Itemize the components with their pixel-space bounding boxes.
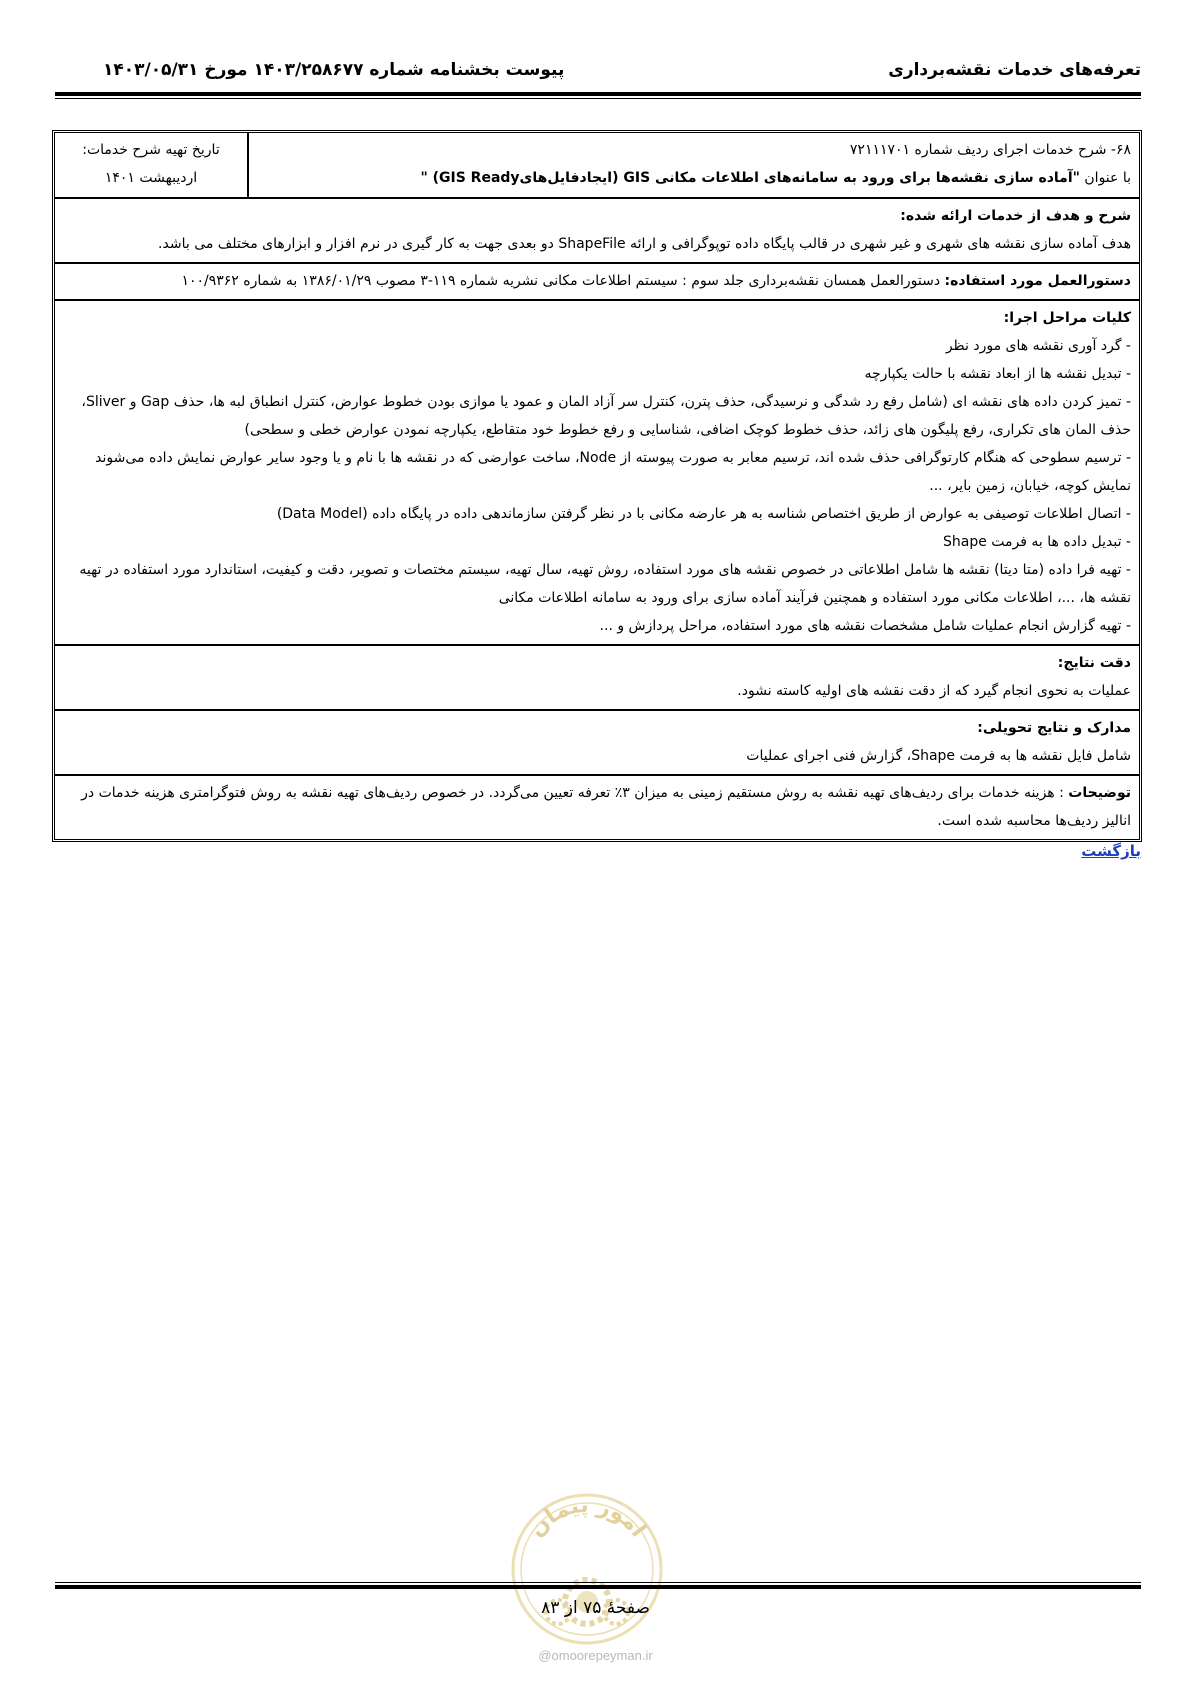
accuracy-section [55, 646, 1139, 711]
page-number: صفحهٔ ۷۵ از ۸۳ [541, 1598, 650, 1618]
notes-section [55, 776, 1139, 839]
site-watermark: @omoorepeyman.ir [538, 1648, 653, 1663]
step-item: - تبدیل داده ها به فرمت Shape [943, 534, 1131, 550]
service-table [52, 130, 1142, 842]
goal-text: هدف آماده سازی نقشه های شهری و غیر شهری در قالب پایگاه داده توپوگرافی و ارائه ShapeFile دو بعدی جهت به کار گیری در نرم افزار و ابزارهای مختلف می باشد. [158, 236, 1131, 252]
seal-watermark [508, 1490, 666, 1648]
step-item: - گرد آوری نقشه های مورد نظر [945, 338, 1131, 354]
notes-label: توضیحات [1068, 785, 1131, 801]
goal-title: شرح و هدف از خدمات ارائه شده: [900, 208, 1131, 224]
notes-text: : هزینه خدمات برای ردیف‌های تهیه نقشه به روش مستقیم زمینی به میزان ۳٪ تعرفه تعیین می‌گردد. در خصوص ردیف‌های تهیه نقشه به روش فتوگرامتری هزینه خدمات در انالیز ردیف‌ها محاسبه شده است. [81, 785, 1131, 829]
service-title-prefix: با عنوان [1079, 170, 1131, 186]
step-item: - ترسیم سطوحی که هنگام کارتوگرافی حذف شده اند، ترسیم معابر به صورت پیوسته از Node، ساخت عوارضی که در نقشه ها با نام و یا وجود سایر عوارض نمایش داده می‌شوند نمایش کوچه، خیابان، زمین بایر، ... [95, 450, 1131, 494]
steps-title: کلیات مراحل اجرا: [1003, 310, 1131, 326]
page-header [55, 56, 1141, 96]
document-title: تعرفه‌های خدمات نقشه‌برداری [888, 60, 1141, 80]
date-label: تاریخ تهیه شرح خدمات: [82, 142, 220, 158]
step-item: - تبدیل نقشه ها از ابعاد نقشه با حالت یکپارچه [864, 366, 1131, 382]
accuracy-text: عملیات به نحوی انجام گیرد که از دقت نقشه های اولیه کاسته نشود. [737, 683, 1131, 699]
service-title-row [55, 133, 1139, 199]
header-rule [55, 92, 1141, 99]
standard-text: دستورالعمل همسان نقشه‌برداری جلد سوم : سیستم اطلاعات مکانی نشریه شماره ۱۱۹-۳ مصوب ۱۳۸۶/۰۱/۲۹ به شماره ۱۰۰/۹۳۶۲ [181, 273, 945, 289]
deliverables-title: مدارک و نتایج تحویلی: [977, 720, 1131, 736]
step-item: - تهیه فرا داده (متا دیتا) نقشه ها شامل اطلاعاتی در خصوص نقشه های مورد استفاده، روش تهیه، سال تهیه، سیستم مختصات و تصویر، دقت و کیفیت، استاندارد مورد استفاده در تهیه نقشه ها، ...، اطلاعات مکانی مورد استفاده و همچنین فرآیند آماده سازی برای ورود به سامانه اطلاعات مکانی [79, 562, 1131, 606]
step-item: - تمیز کردن داده های نقشه ای (شامل رفع رد شدگی و نرسیدگی، حذف پترن، کنترل سر آزاد المان و عمود یا موازی بودن خطوط عوارض، کنترل انطباق لبه ها، حذف Gap و Sliver، حذف المان های تکراری، رفع پلیگون های زائد، حذف خطوط کوچک اضافی، شناسایی و رفع خطوط خود متقاطع، یکپارچه نمودن عوارض خطی و سطحی) [81, 394, 1131, 438]
svg-text:امور پیمان [524, 1493, 650, 1542]
deliverables-section [55, 711, 1139, 776]
standard-label: دستورالعمل مورد استفاده: [944, 273, 1131, 289]
seal-text: امور پیمان [524, 1492, 651, 1542]
service-date-cell [55, 133, 247, 197]
steps-section [55, 301, 1139, 646]
deliverables-text: شامل فایل نقشه ها به فرمت Shape، گزارش فنی اجرای عملیات [746, 748, 1131, 764]
standard-section [55, 264, 1139, 301]
service-title-name: "آماده سازی نقشه‌ها برای ورود به سامانه‌های اطلاعات مکانی GIS (ایجادفایل‌هایGIS Ready) " [420, 170, 1080, 186]
step-item: - تهیه گزارش انجام عملیات شامل مشخصات نقشه های مورد استفاده، مراحل پردازش و ... [599, 618, 1131, 634]
service-title [257, 164, 1131, 192]
back-link[interactable]: بازگشت [1081, 842, 1141, 860]
service-row-number: ۶۸- شرح خدمات اجرای ردیف شماره ۷۲۱۱۱۷۰۱ [849, 142, 1131, 158]
step-item: - اتصال اطلاعات توصیفی به عوارض از طریق اختصاص شناسه به هر عارضه مکانی با در نظر گرفتن سازماندهی داده در پایگاه داده (Data Model) [276, 506, 1131, 522]
attachment-reference: پیوست بخشنامه شماره ۱۴۰۳/۲۵۸۶۷۷ مورخ ۱۴۰۳/۰۵/۳۱ [103, 60, 565, 80]
accuracy-title: دقت نتایج: [1057, 655, 1131, 671]
goal-section [55, 199, 1139, 264]
footer-rule [55, 1582, 1141, 1589]
service-title-cell [247, 133, 1139, 197]
date-value: اردیبهشت ۱۴۰۱ [104, 170, 198, 186]
